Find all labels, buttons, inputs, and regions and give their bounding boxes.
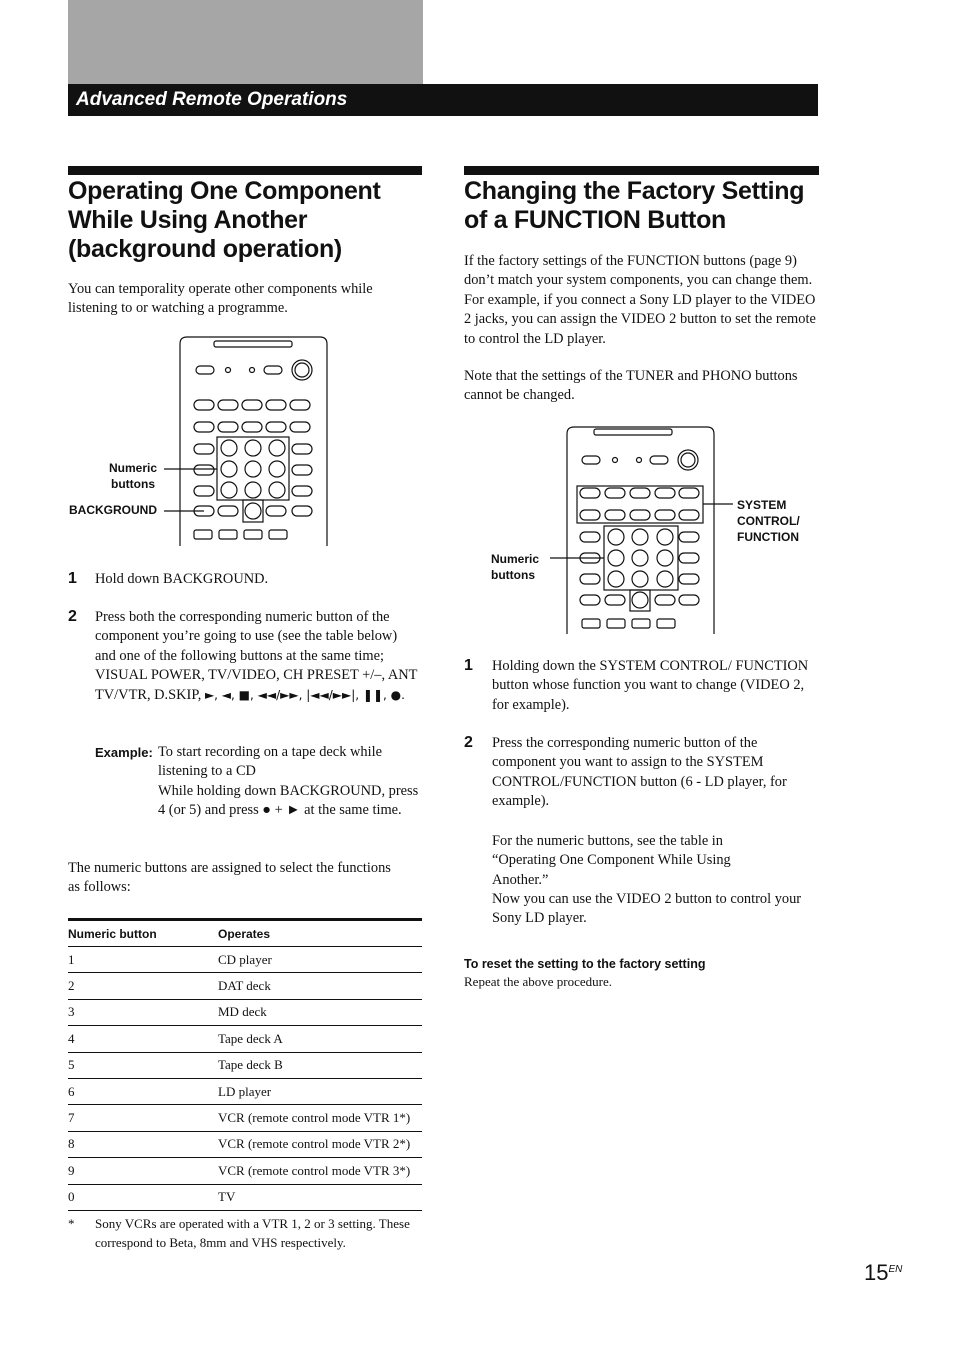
system-control-label (737, 497, 800, 545)
header-gray-block (68, 0, 423, 84)
footnote: Sony VCRs are operated with a VTR 1, 2 or 3 setting. These correspond to Beta, 8mm and VHS respectively. (95, 1216, 410, 1250)
cell: Tape deck A (218, 1026, 422, 1052)
left-heading-line: (background operation) (68, 235, 342, 263)
table-row (68, 1131, 422, 1157)
right-heading-line: of a FUNCTION Button (464, 206, 727, 234)
column-header: Numeric button (68, 920, 218, 947)
button-symbols: ►, ◄, ■, ◄◄/►►, |◄◄/►►|, ❚❚, ●. (204, 687, 405, 702)
cell: 8 (68, 1131, 218, 1157)
right-heading (464, 177, 824, 235)
step-note: For the numeric buttons, see the table in “Operating One Component While Using Another.” (492, 833, 731, 888)
table-row (68, 1184, 422, 1210)
footnote-mark: * (68, 1216, 75, 1231)
step-number: 1 (464, 657, 473, 674)
cell: TV (218, 1184, 422, 1210)
table-row (68, 1105, 422, 1131)
right-para-1: If the factory settings of the FUNCTION buttons (page 9) don’t match your system components, you can change them. For example, if you connect a Sony LD player to the VIDEO 2 jacks, you can assign the VIDEO 2 button to set the remote to control the LD player. (464, 253, 816, 347)
left-heading-line: Operating One Component (68, 177, 381, 205)
cell: 9 (68, 1158, 218, 1184)
left-intro: You can temporality operate other components while listening to or watching a programme. (68, 281, 373, 317)
cell: LD player (218, 1078, 422, 1104)
label-line: Numeric (108, 461, 158, 475)
step-text: Press the corresponding numeric button of the component you want to assign to the SYSTEM CONTROL/FUNCTION button (6 - LD player, for example). (492, 735, 787, 810)
table-row (68, 1052, 422, 1078)
cell: DAT deck (218, 973, 422, 999)
cell: 6 (68, 1078, 218, 1104)
left-heading (68, 177, 428, 264)
step-note: Now you can use the VIDEO 2 button to control your Sony LD player. (492, 891, 802, 927)
step-number: 1 (68, 570, 77, 587)
table-row (68, 1026, 422, 1052)
cell: 4 (68, 1026, 218, 1052)
step-number: 2 (464, 734, 473, 751)
step-text: Hold down BACKGROUND. (95, 571, 269, 587)
table-row (68, 999, 422, 1025)
numeric-buttons-label (108, 460, 158, 492)
example-label: Example: (95, 745, 153, 760)
right-heading-line: Changing the Factory Setting (464, 177, 805, 205)
left-heading-rule (68, 166, 422, 175)
right-para-2: Note that the settings of the TUNER and PHONO buttons cannot be changed. (464, 368, 798, 404)
right-heading-rule (464, 166, 819, 175)
example-line: While holding down BACKGROUND, press 4 (or 5) and press ● + ► at the same time. (158, 782, 419, 819)
step-number: 2 (68, 608, 77, 625)
page-number-value: 15 (864, 1260, 889, 1285)
table-row (68, 947, 422, 973)
label-line: buttons (491, 568, 535, 582)
table-header-row (68, 920, 422, 947)
cell: CD player (218, 947, 422, 973)
section-title: Advanced Remote Operations (76, 89, 348, 110)
cell: 5 (68, 1052, 218, 1078)
label-line: buttons (111, 477, 155, 491)
cell: 0 (68, 1184, 218, 1210)
table-intro: The numeric buttons are assigned to select the functions as follows: (68, 860, 391, 896)
page-number-suffix: EN (888, 1264, 903, 1275)
table-row (68, 973, 422, 999)
cell: 3 (68, 999, 218, 1025)
label-line: SYSTEM (737, 498, 787, 512)
cell: 1 (68, 947, 218, 973)
operations-table (68, 918, 422, 1211)
step-text: Holding down the SYSTEM CONTROL/ FUNCTION button whose function you want to change (VIDEO 2, for example). (492, 658, 809, 713)
cell: MD deck (218, 999, 422, 1025)
step-text (95, 608, 421, 705)
reset-heading: To reset the setting to the factory setting (464, 957, 706, 971)
table-row (68, 1078, 422, 1104)
example (95, 743, 421, 821)
cell: VCR (remote control mode VTR 3*) (218, 1158, 422, 1184)
cell: VCR (remote control mode VTR 1*) (218, 1105, 422, 1131)
example-line: To start recording on a tape deck while listening to a CD (158, 744, 382, 780)
cell: 7 (68, 1105, 218, 1131)
label-line: FUNCTION (737, 530, 799, 544)
cell: Tape deck B (218, 1052, 422, 1078)
step-text-main: Press both the corresponding numeric button of the component you’re going to use (see the table below) and one of the following buttons at the same time; VISUAL POWER, TV/VIDEO, CH PRESET +/–, ANT TV/VTR, D.SKIP, (95, 609, 418, 703)
background-label: BACKGROUND (69, 503, 157, 517)
numeric-buttons-label (491, 551, 539, 583)
label-line: Numeric (491, 552, 540, 566)
label-line: CONTROL/ (737, 514, 800, 528)
column-header: Operates (218, 920, 422, 947)
table-row (68, 1158, 422, 1184)
left-heading-line: While Using Another (68, 206, 308, 234)
page-number (864, 1260, 902, 1286)
reset-text: Repeat the above procedure. (464, 974, 612, 989)
cell: VCR (remote control mode VTR 2*) (218, 1131, 422, 1157)
cell: 2 (68, 973, 218, 999)
